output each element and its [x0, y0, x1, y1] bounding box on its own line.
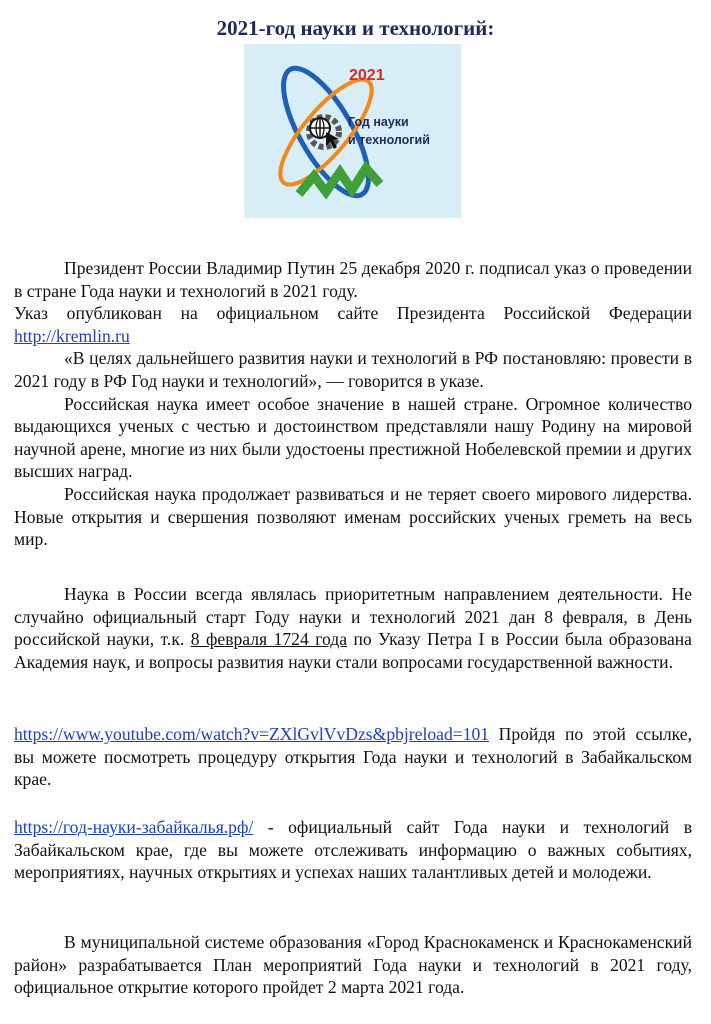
section-decree [14, 257, 692, 551]
paragraph-publication [14, 302, 692, 347]
section-youtube [14, 723, 692, 791]
section-municipal [14, 931, 692, 999]
logo-year: 2021 [349, 67, 385, 84]
year-of-science-logo [244, 44, 461, 218]
publication-text: Указ опубликован на официальном сайте Президента Российской Федерации [14, 303, 692, 324]
youtube-link[interactable]: https://www.youtube.com/watch?v=ZXlGvlVvDzs&pbjreload=101 [14, 724, 490, 744]
section-history [14, 583, 692, 673]
logo-graphic [244, 44, 461, 218]
paragraph-decree: Президент России Владимир Путин 25 декабря 2020 г. подписал указ о проведении в стране Года науки и технологий в 2021 году. [14, 258, 692, 301]
paragraph-leadership: Российская наука продолжает развиваться и не теряет своего мирового лидерства. Новые открытия и свершения позволяют именам российских ученых греметь на весь мир. [14, 483, 692, 550]
official-site-text: - официальный сайт Года науки и технологий в Забайкальском крае, где вы можете отслеживать информацию о важных событиях, мероприятиях, научных открытиях и успехах наших талантливых детей и молодежи. [14, 817, 692, 883]
paragraph-official-site [14, 816, 692, 884]
paragraph-history [14, 583, 692, 673]
official-site-link[interactable]: https://год-науки-забайкалья.рф/ [14, 817, 254, 837]
logo-line1: Год науки [348, 115, 409, 129]
paragraph-youtube [14, 723, 692, 791]
history-text-start: Наука в России всегда являлась приоритетным направлением деятельности. Не случайно официальный старт Году науки и технологий 2021 дан 8 февраля, в День российской науки, т.к. [14, 584, 692, 650]
section-official-site [14, 816, 692, 884]
logo-line2: и технологий [348, 133, 430, 147]
academy-date: 8 февраля 1724 года [190, 629, 348, 650]
history-text-end: по Указу Петра I в России была образована Академия наук, и вопросы развития науки стали вопросами государственной важности. [14, 629, 692, 672]
kremlin-link[interactable]: http://kremlin.ru [14, 325, 130, 346]
paragraph-quote: «В целях дальнейшего развития науки и технологий в РФ постановляю: провести в 2021 году в РФ Год науки и технологий», — говорится в указе. [14, 348, 692, 391]
paragraph-russian-science: Российская наука имеет особое значение в нашей стране. Огромное количество выдающихся ученых с честью и достоинством представляли нашу Родину на мировой научной арене, многие из них были удостоены престижной Нобелевской премии и других высших наград. [14, 393, 692, 482]
youtube-text: Пройдя по этой ссылке, вы можете посмотреть процедуру открытия Года науки и технологий в Забайкальском крае. [14, 724, 692, 790]
page-title: 2021-год науки и технологий: [216, 16, 495, 40]
paragraph-municipal: В муниципальной системе образования «Город Краснокаменск и Краснокаменский район» разрабатывается План мероприятий Года науки и технологий в 2021 году, официальное открытие которого пройдет 2 марта 2021 года. [14, 932, 692, 998]
